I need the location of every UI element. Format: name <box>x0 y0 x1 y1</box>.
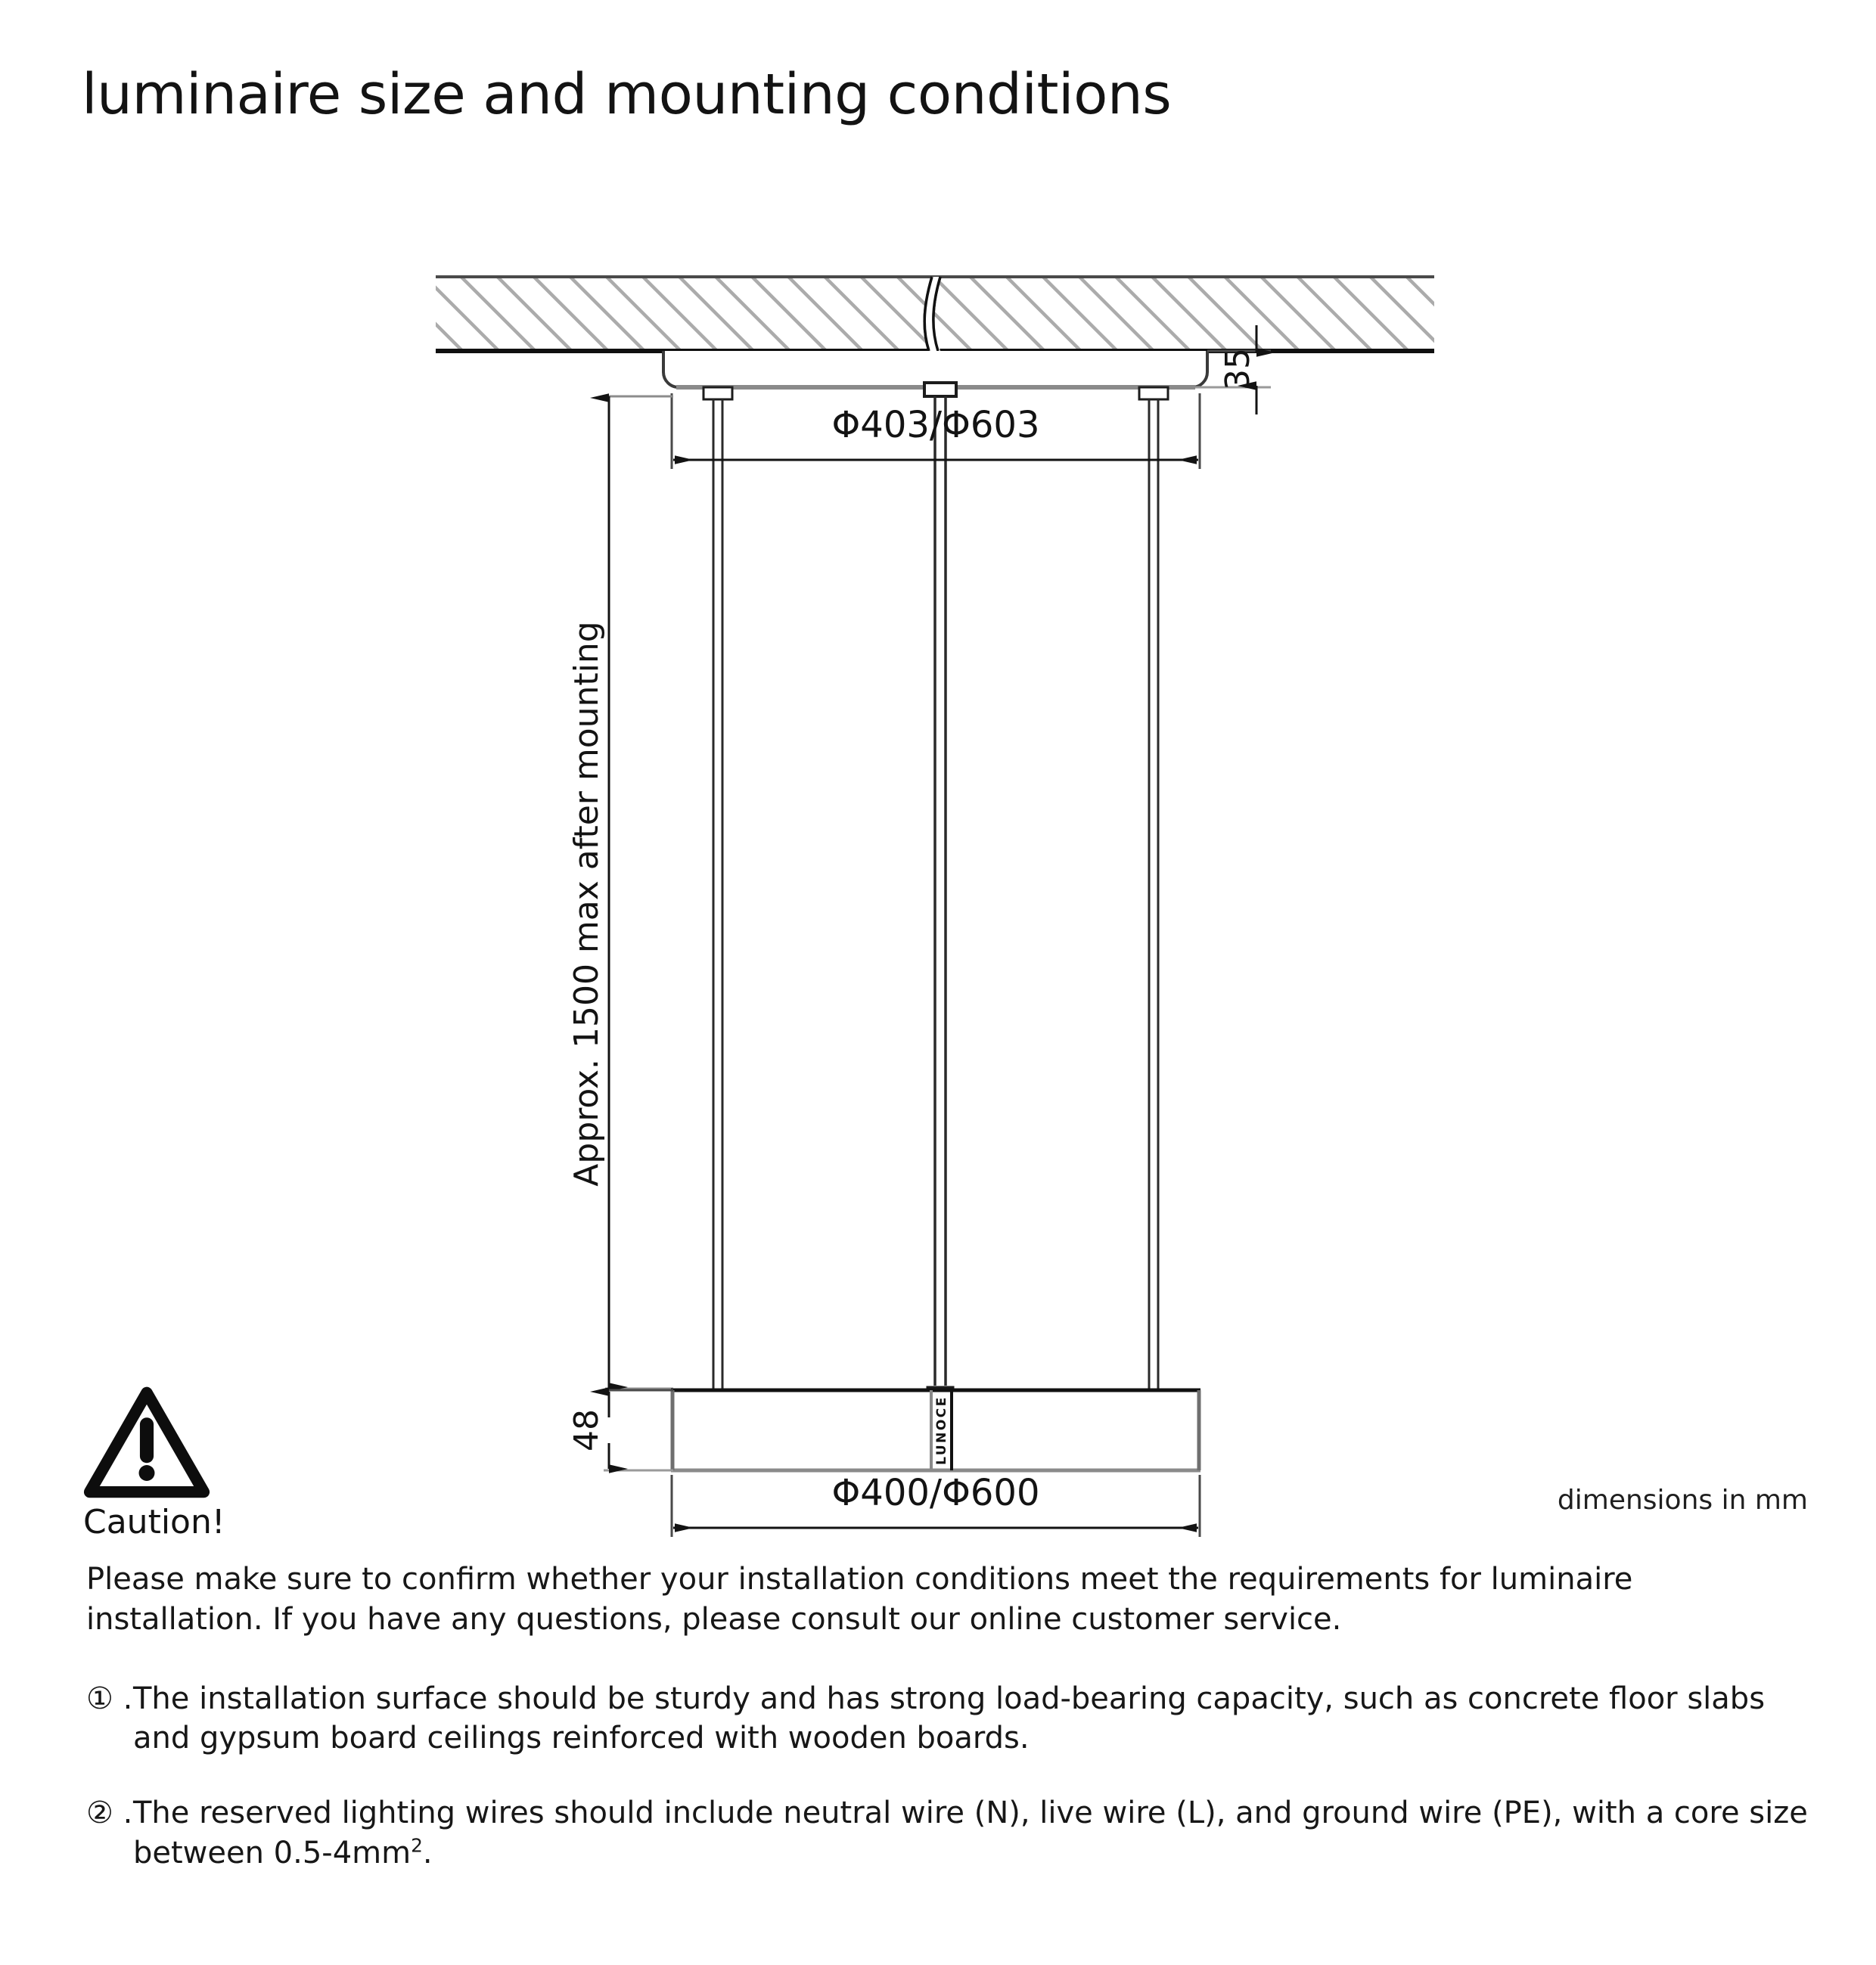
caution-item-2 <box>86 1793 1819 1873</box>
suspension-wire-center <box>924 383 956 1433</box>
suspension-wire-right <box>1139 387 1168 1433</box>
dimension-label-mounting-centers: Φ403/Φ603 <box>831 404 1040 446</box>
caution-intro-paragraph: Please make sure to confirm whether your installation conditions meet the requirements for luminaire installation. If you have any questions, please consult our online customer service. <box>86 1562 1633 1637</box>
dimension-label-luminaire-diameter: Φ400/Φ600 <box>831 1472 1040 1514</box>
dimensions-unit-note: dimensions in mm <box>1557 1485 1808 1516</box>
luminaire-brand-mark: LUNOCE <box>934 1395 949 1465</box>
dimension-label-body-height: 48 <box>567 1409 606 1451</box>
caution-item-2-text-tail: . <box>422 1835 433 1870</box>
dimension-label-canopy-height: 35 <box>1219 348 1257 390</box>
dimension-drop-height <box>567 396 673 1389</box>
caution-text-block <box>86 1560 1819 1908</box>
caution-title: Caution! <box>83 1503 225 1541</box>
luminaire-body <box>671 1390 1200 1470</box>
caution-item-2-text-main: The reserved lighting wires should include neutral wire (N), live wire (L), and ground wire (PE), with a core size between 0.5-4mm <box>133 1796 1808 1870</box>
suspension-wires <box>704 383 1168 1433</box>
caution-item-1-text-main: The installation surface should be sturdy and has strong load-bearing capacity, such as concrete floor slabs and gypsum board ceilings reinforced with wooden boards. <box>133 1681 1766 1756</box>
caution-block <box>83 1386 333 1539</box>
caution-item-1 <box>86 1679 1819 1759</box>
dimension-label-drop-height: Approx. 1500 max after mounting <box>567 621 606 1187</box>
warning-triangle-icon <box>83 1386 210 1498</box>
caution-item-1-text <box>133 1679 1819 1759</box>
caution-item-1-marker: ① . <box>86 1681 133 1716</box>
caution-item-2-marker: ② . <box>86 1796 133 1831</box>
suspension-wire-left <box>704 387 732 1433</box>
caution-item-2-superscript: 2 <box>411 1834 423 1857</box>
ceiling-slab <box>436 277 1434 351</box>
caution-item-2-text <box>133 1793 1819 1873</box>
dimension-body-height <box>567 1390 673 1470</box>
page-title: luminaire size and mounting conditions <box>82 62 1172 127</box>
dimension-luminaire-diameter <box>672 1472 1200 1537</box>
